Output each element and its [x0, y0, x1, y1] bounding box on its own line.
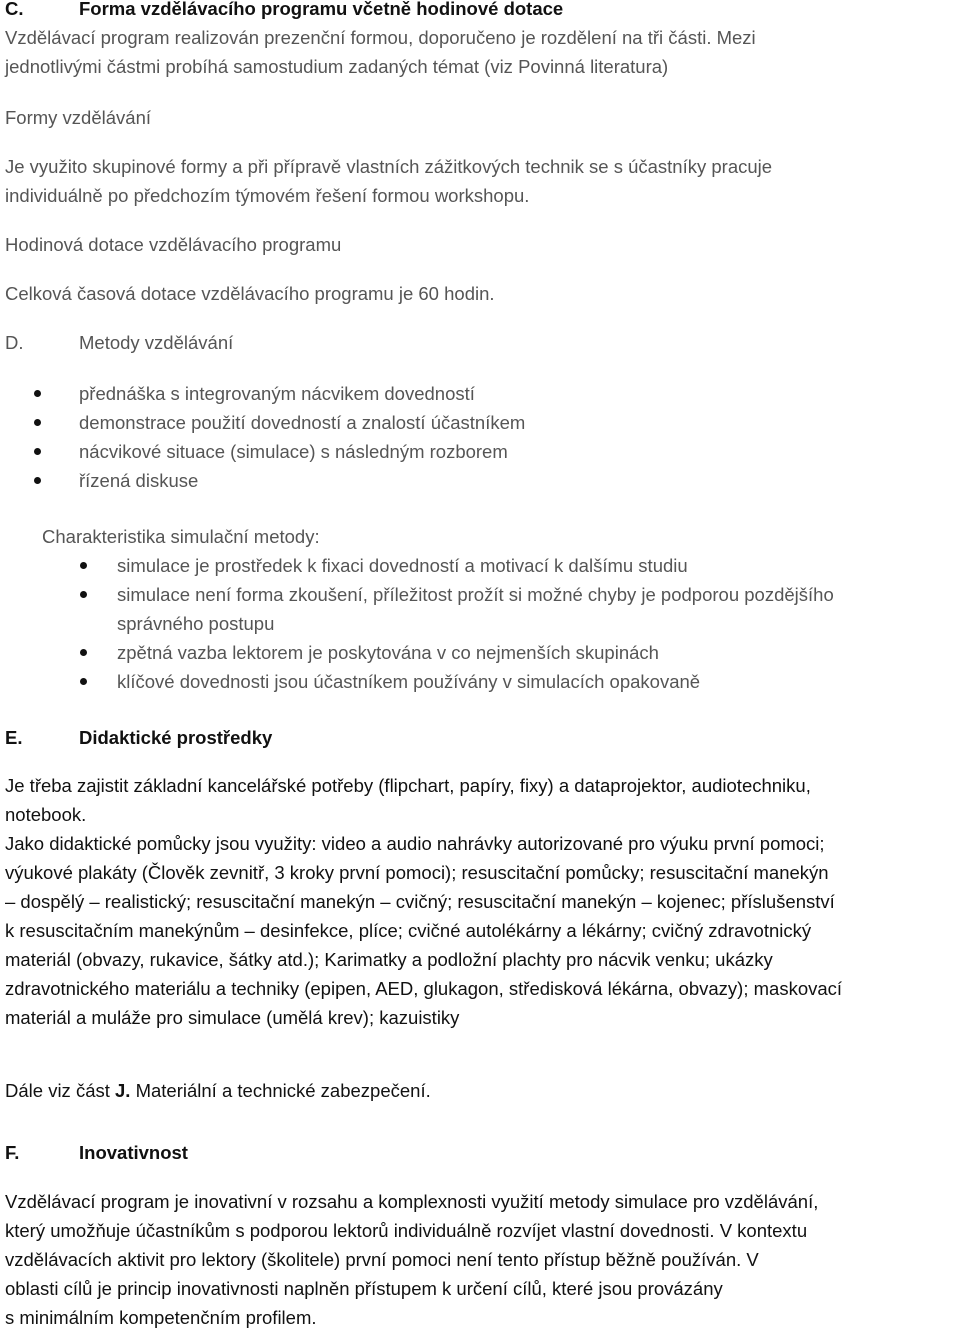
list-item-continuation: správného postupu [117, 613, 275, 634]
section-e-letter: E. [5, 727, 23, 748]
section-f-heading [5, 1138, 955, 1167]
text-line: notebook. [5, 804, 87, 825]
section-c-line-1: Vzdělávací program realizován prezenční formou, doporučeno je rozdělení na tři části. Mezi [5, 27, 756, 48]
section-f-title: Inovativnost [79, 1142, 188, 1163]
section-e-title: Didaktické prostředky [79, 727, 273, 748]
text-line: – dospělý – realistický; resuscitační manekýn – cvičný; resuscitační manekýn – kojenec; příslušenství [5, 891, 835, 912]
section-d-letter: D. [5, 332, 24, 353]
text-line: vzdělávacích aktivit pro lektory (školitele) první pomoci není tento přístup běžně používán. V [5, 1249, 759, 1270]
forms-heading: Formy vzdělávání [5, 107, 151, 128]
list-item: řízená diskuse [5, 466, 955, 495]
text-line: Jako didaktické pomůcky jsou využity: video a audio nahrávky autorizované pro výuku první pomoci; [5, 833, 825, 854]
section-c-title: Forma vzdělávacího programu včetně hodinové dotace [79, 0, 564, 19]
see-also-line [5, 1076, 955, 1105]
section-d-title: Metody vzdělávání [79, 332, 234, 353]
list-item: zpětná vazba lektorem je poskytována v co nejmenších skupinách [117, 638, 955, 667]
hours-text: Celková časová dotace vzdělávacího programu je 60 hodin. [5, 283, 495, 304]
list-item: klíčové dovednosti jsou účastníkem používány v simulacích opakovaně [117, 667, 955, 696]
text-line: oblasti cílů je princip inovativnosti naplněn přístupem k určení cílů, které jsou provázány [5, 1278, 723, 1299]
section-c-line-2: jednotlivými částmi probíhá samostudium zadaných témat (viz Povinná literatura) [5, 56, 669, 77]
text-line: výukové plakáty (Člověk zevnitř, 3 kroky první pomoci); resuscitační pomůcky; resuscitační manekýn [5, 862, 829, 883]
list-item-text: simulace není forma zkoušení, příležitost prožít si možné chyby je podporou pozdějšího [117, 584, 834, 605]
simulation-heading: Charakteristika simulační metody: [42, 526, 320, 547]
forms-line-1: Je využito skupinové formy a při přípravě vlastních zážitkových technik se s účastníky pracuje [5, 156, 773, 177]
section-c-heading [5, 0, 955, 23]
section-e-paragraph-2 [5, 829, 955, 1032]
text-line: zdravotnického materiálu a techniky (epipen, AED, glukagon, středisková lékárna, obvazy); maskovací [5, 978, 843, 999]
text-line: který umožňuje účastníkům s podporou lektorů individuálně rozvíjet vlastní dovednosti. V kontextu [5, 1220, 808, 1241]
text-line: materiál a muláže pro simulace (umělá krev); kazuistiky [5, 1007, 460, 1028]
simulation-list [5, 551, 955, 696]
section-d-heading [5, 328, 955, 357]
list-item: přednáška s integrovaným nácvikem dovedností [5, 379, 955, 408]
section-c-letter: C. [5, 0, 24, 19]
section-f-letter: F. [5, 1142, 20, 1163]
section-e-paragraph-1 [5, 771, 955, 829]
text-line: s minimálním kompetenčním profilem. [5, 1307, 317, 1328]
list-item: simulace je prostředek k fixaci dovedností a motivací k dalšímu studiu [117, 551, 955, 580]
hours-heading: Hodinová dotace vzdělávacího programu [5, 234, 342, 255]
text-line: materiál (obvazy, rukavice, šátky atd.); Karimatky a podložní plachty pro nácvik venku; ukázky [5, 949, 773, 970]
list-item: demonstrace použití dovedností a znalostí účastníkem [5, 408, 955, 437]
section-e-heading [5, 723, 955, 752]
section-f-paragraph [5, 1187, 955, 1332]
text-line: k resuscitačním manekýnům – desinfekce, plíce; cvičné autolékárny a lékárny; cvičný zdravotnický [5, 920, 812, 941]
list-item [117, 580, 955, 638]
document-page [5, 0, 955, 1332]
see-also-reference: J. [115, 1080, 131, 1101]
see-also-suffix: Materiální a technické zabezpečení. [130, 1080, 431, 1101]
see-also-prefix: Dále viz část [5, 1080, 116, 1101]
list-item: nácvikové situace (simulace) s následným rozborem [5, 437, 955, 466]
text-line: Je třeba zajistit základní kancelářské potřeby (flipchart, papíry, fixy) a dataprojektor, audiotechniku, [5, 775, 811, 796]
text-line: Vzdělávací program je inovativní v rozsahu a komplexnosti využití metody simulace pro vzdělávání, [5, 1191, 819, 1212]
methods-list [5, 379, 955, 495]
forms-line-2: individuálně po předchozím týmovém řešení formou workshopu. [5, 185, 530, 206]
